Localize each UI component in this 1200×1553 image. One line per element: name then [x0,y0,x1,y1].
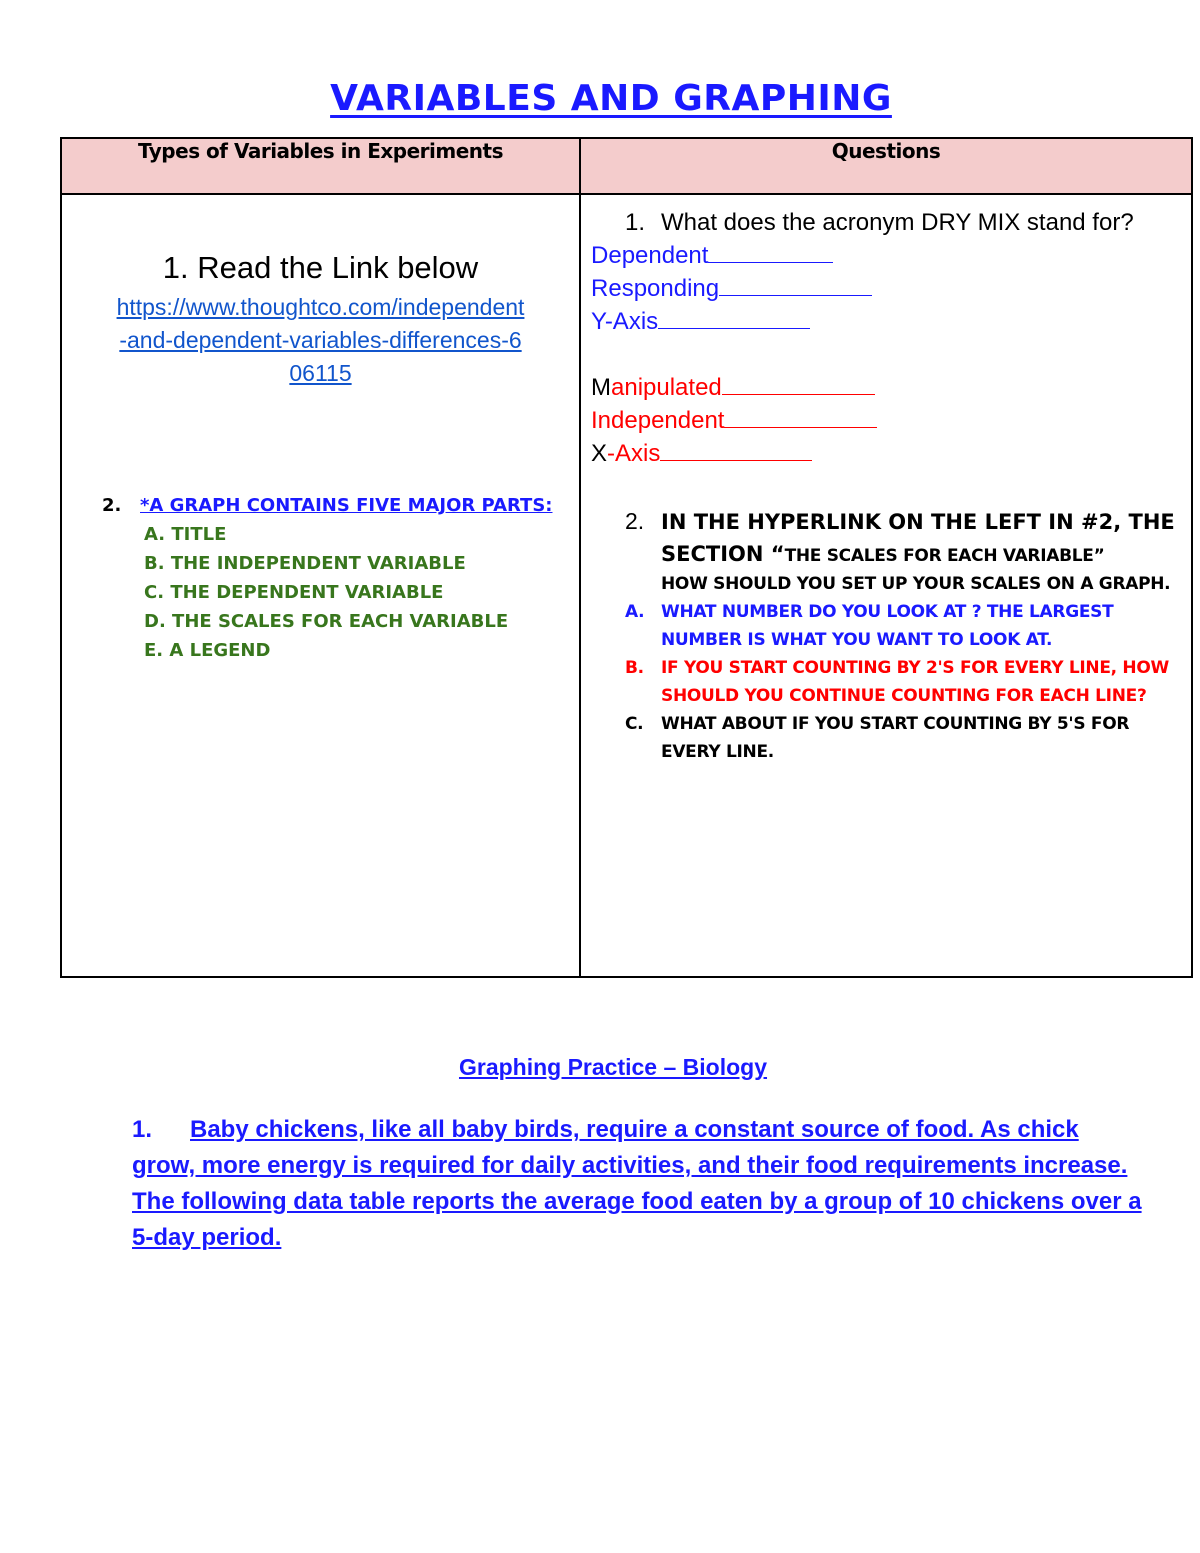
list-item: C. THE DEPENDENT VARIABLE [144,582,444,603]
subitem-text: IF YOU START COUNTING BY 2'S FOR EVERY LINE, HOW SHOULD YOU CONTINUE COUNTING FOR EACH LINE? [661,658,1169,706]
acronym-word: ependent [608,242,709,269]
link-line[interactable]: 06115 [289,360,352,386]
header-questions: Questions [580,138,1192,194]
acronym-word: esponding [608,275,720,302]
graph-parts [102,491,553,665]
question-2-subitems [625,598,1185,766]
acronym-word: -Axis [604,308,659,335]
list-item: B. THE INDEPENDENT VARIABLE [144,553,466,574]
question-2-text: IN THE HYPERLINK ON THE LEFT IN #2, THE [661,510,1175,534]
answer-blank[interactable] [708,240,833,263]
acronym-letter: M [591,374,611,401]
acronym-letter: X [591,440,608,467]
page-title: VARIABLES AND GRAPHING [330,78,892,119]
subitem-text: WHAT ABOUT IF YOU START COUNTING BY 5'S FOR EVERY LINE. [661,714,1130,762]
question-2-number: 2. [625,508,645,534]
link-line[interactable]: https://www.thoughtco.com/independent [116,294,525,320]
acronym-row-x-axis [591,437,877,470]
subitem-a [625,598,1185,654]
subitem-letter: C. [625,714,644,734]
answer-blank[interactable] [719,273,872,296]
question-2-section-word: SECTION “ [661,542,785,566]
section-heading: Graphing Practice – Biology [458,1054,768,1080]
question-2-section-name: THE SCALES FOR EACH VARIABLE” [784,546,1105,566]
answer-blank[interactable] [724,405,877,428]
acronym-row-dependent [591,239,877,272]
paragraph-number: 1. [132,1116,153,1143]
step1-number: 1. [162,250,189,285]
acronym-word: -Axis [607,440,661,467]
step2-number: 2. [102,495,122,516]
question-2 [625,505,1185,766]
question-1-number: 1. [625,209,646,236]
acronym-row-responding [591,272,877,305]
answer-blank[interactable] [722,372,875,395]
list-item: D. THE SCALES FOR EACH VARIABLE [144,611,509,632]
acronym-list [591,239,877,470]
answer-blank[interactable] [658,306,810,329]
link-line[interactable]: -and-dependent-variables-differences-6 [119,327,522,353]
variables-cell [61,194,580,977]
thoughtco-link[interactable] [62,291,579,390]
list-item: A. TITLE [144,524,227,545]
step1-text: Read the Link below [197,250,479,285]
acronym-word: ndependent [597,407,725,434]
step2-heading: *A GRAPH CONTAINS FIVE MAJOR PARTS: [140,495,553,516]
subitem-text: WHAT NUMBER DO YOU LOOK AT ? THE LARGEST NUMBER IS WHAT YOU WANT TO LOOK AT. [661,602,1114,650]
paragraph-text: Baby chickens, like all baby birds, require a constant source of food. As chick grow, more energy is required for daily activities, and their food requirements increase. The following data table reports the average food eaten by a group of 10 chickens over a 5-day period. [132,1116,1142,1251]
header-variables: Types of Variables in Experiments [61,138,580,194]
subitem-letter: A. [625,602,645,622]
questions-cell [580,194,1192,977]
question-2-line-3: HOW SHOULD YOU SET UP YOUR SCALES ON A GRAPH. [661,574,1171,594]
question-1 [625,209,1134,237]
question-2-line-2 [625,538,1185,570]
subitem-letter: B. [625,658,644,678]
acronym-letter: Y [591,308,605,335]
question-2-line-1 [625,505,1185,538]
acronym-letter: I [591,407,598,434]
question-1-text: What does the acronym DRY MIX stand for? [661,209,1134,236]
read-link-heading [62,250,579,286]
answer-blank[interactable] [660,438,812,461]
acronym-letter: D [591,242,609,269]
variables-table [60,137,1193,978]
acronym-letter: R [591,275,609,302]
list-item: E. A LEGEND [144,640,271,661]
practice-paragraph [132,1112,1142,1256]
spacer [591,338,877,371]
subitem-b [625,654,1185,710]
acronym-row-manipulated [591,371,877,404]
subitem-c [625,710,1185,766]
acronym-row-independent [591,404,877,437]
graph-parts-list [102,520,553,665]
acronym-word: anipulated [611,374,722,401]
acronym-row-y-axis [591,305,877,338]
